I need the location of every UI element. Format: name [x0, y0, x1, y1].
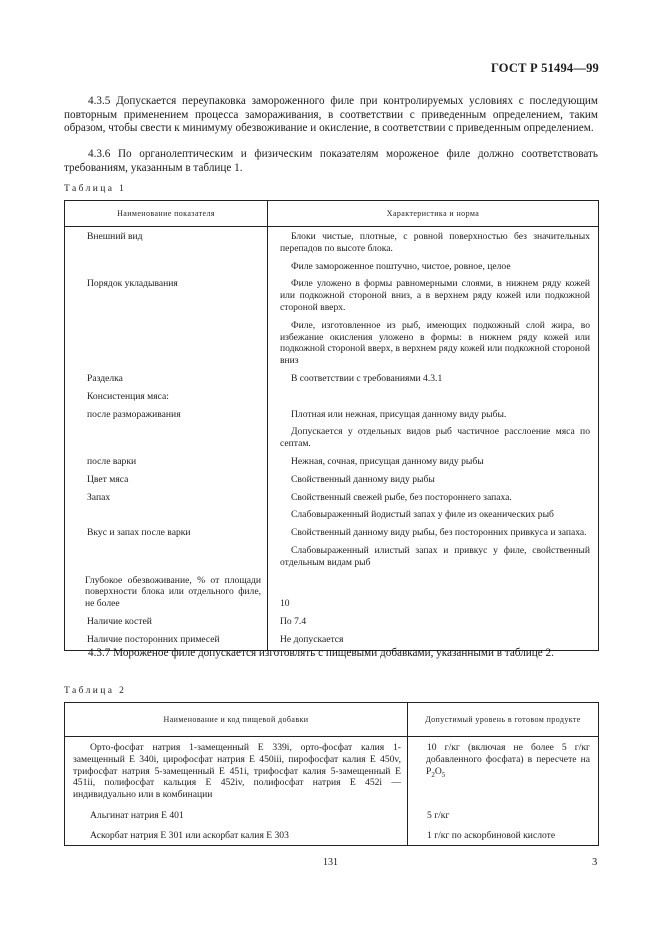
table-2-header-level: Допустимый уровень в готовом продукте: [408, 703, 599, 737]
table-row: [65, 454, 599, 472]
characteristic-cell: Слабовыраженный йодистый запах у филе из океанических рыб: [291, 509, 554, 521]
characteristic-cell: Филе замороженное поштучно, чистое, ровное, целое: [291, 260, 511, 272]
table-row: [65, 507, 599, 525]
footer-page-number: 131: [323, 857, 338, 868]
indicator-cell: Глубокое обезвоживание, % от площади поверхности блока или отдельного филе, не более: [65, 573, 268, 614]
table-2-header-additive: Наименование и код пищевой добавки: [65, 703, 408, 737]
p2o5-subscript-2: 2: [431, 770, 435, 779]
indicator-cell: [65, 543, 268, 573]
table-2: [64, 702, 599, 846]
additive-cell: Альгинат натрия Е 401: [65, 804, 408, 825]
paragraph-4-3-5: 4.3.5 Допускается переупаковка замороженного филе при контролируемых условиях с последующим повторным применением процесса замораживания, в соответствии с приведенным определением, таким образом, чтобы свести к минимуму обезвоживание и окисление, в соответствии с приведенным определением.: [64, 95, 598, 135]
table-1: [64, 200, 599, 651]
table-row: [65, 804, 599, 825]
table-row: [65, 318, 599, 371]
characteristic-cell: По 7.4: [280, 615, 307, 627]
table-1-header-characteristic: Характеристика и норма: [268, 201, 599, 227]
table-1-header-indicator: Наименование показателя: [65, 201, 268, 227]
indicator-cell: Наличие посторонних примесей: [65, 632, 268, 650]
table-row: [65, 525, 599, 543]
additive-cell: Орто-фосфат натрия 1-замещенный Е 339i, орто-фосфат калия 1-замещенный Е 340i, цирофосфат натрия Е 450iii, пирофосфат калия Е 450v, трифосфат натрия 5-замещенный Е 451i, трифосфат калия 5-замещенный Е 451ii, полифосфат кальция Е 452iv, полифосфат натрия Е 452i — индивидуально или в комбинации: [65, 737, 408, 804]
indicator-cell: Наличие костей: [65, 614, 268, 632]
characteristic-cell: Слабовыраженный илистый запах и привкус у филе, свойственный отдельным видам рыб: [280, 544, 590, 568]
table-row: [65, 573, 599, 614]
indicator-cell: [65, 424, 268, 454]
indicator-cell: [65, 259, 268, 277]
additive-cell: Аскорбат натрия Е 301 или аскорбат калия Е 303: [65, 825, 408, 845]
characteristic-cell: Филе уложено в формы равномерными слоями, в нижнем ряду кожей или подкожной стороной вниз, а в верхнем ряду кожей или подкожной стороной вверх.: [280, 278, 590, 313]
table-row: [65, 825, 599, 845]
table-row: [65, 424, 599, 454]
indicator-cell: после варки: [65, 454, 268, 472]
characteristic-cell: Блоки чистые, плотные, с ровной поверхностью без значительных перепадов по высоте блока.: [280, 231, 590, 254]
indicator-cell: Разделка: [65, 371, 268, 389]
characteristic-cell: [268, 389, 599, 407]
level-cell: 5 г/кг: [427, 809, 450, 821]
footer-sheet-number: 3: [592, 857, 598, 868]
level-cell: 10 г/кг (включая не более 5 г/кг добавленного фосфата) в пересчете на $P_2O_5$: [426, 742, 590, 779]
indicator-cell: Порядок укладывания: [65, 276, 268, 317]
characteristic-cell: Свойственный данному виду рыбы: [291, 473, 435, 485]
indicator-cell: Консистенция мяса:: [65, 389, 268, 407]
indicator-cell: [65, 318, 268, 371]
table-row: [65, 543, 599, 573]
p2o5-subscript-5: 5: [441, 770, 446, 779]
indicator-cell: [65, 507, 268, 525]
table-row: [65, 472, 599, 490]
level-cell: 1 г/кг по аскорбиновой кислоте: [427, 829, 556, 841]
table-row: [65, 389, 599, 407]
table-row: [65, 371, 599, 389]
paragraph-4-3-7: 4.3.7 Мороженое филе допускается изготовлять с пищевыми добавками, указанными в таблице 2.: [88, 647, 554, 659]
table-row: [65, 490, 599, 508]
characteristic-cell: 10: [280, 598, 290, 610]
characteristic-cell: Свойственный данному виду рыбы, без посторонних привкуса и запаха.: [291, 527, 587, 539]
table-row: [65, 259, 599, 277]
characteristic-cell: Нежная, сочная, присущая данному виду рыбы: [291, 455, 484, 467]
characteristic-cell: Плотная или нежная, присущая данному виду рыбы.: [291, 408, 507, 420]
table-row: [65, 227, 599, 259]
indicator-cell: Вкус и запах после варки: [65, 525, 268, 543]
paragraph-4-3-6: 4.3.6 По органолептическим и физическим показателям мороженое филе должно соответствовать требованиям, указанным в таблице 1.: [64, 148, 598, 174]
table-2-caption: Таблица 2: [64, 686, 127, 696]
document-code: ГОСТ Р 51494—99: [490, 61, 599, 75]
characteristic-cell: Филе, изготовленное из рыб, имеющих подкожный слой жира, во избежание окисления уложено в формы: в нижнем ряду кожей или подкожной стороной вверх, в верхнем ряду кожей или подкожной стороной вниз: [280, 319, 590, 367]
table-row: [65, 614, 599, 632]
table-1-caption: Таблица 1: [64, 184, 127, 194]
indicator-cell: Цвет мяса: [65, 472, 268, 490]
table-row: [65, 276, 599, 317]
table-row: [65, 737, 599, 804]
characteristic-cell: Не допускается: [280, 633, 344, 645]
indicator-cell: Запах: [65, 490, 268, 508]
indicator-cell: после размораживания: [65, 407, 268, 425]
table-row: [65, 407, 599, 425]
characteristic-cell: Допускается у отдельных видов рыб частичное расслоение мяса по септам.: [280, 426, 590, 450]
characteristic-cell: В соответствии с требованиями 4.3.1: [291, 372, 443, 384]
characteristic-cell: Свойственный свежей рыбе, без постороннего запаха.: [291, 491, 512, 503]
indicator-cell: Внешний вид: [65, 227, 268, 259]
